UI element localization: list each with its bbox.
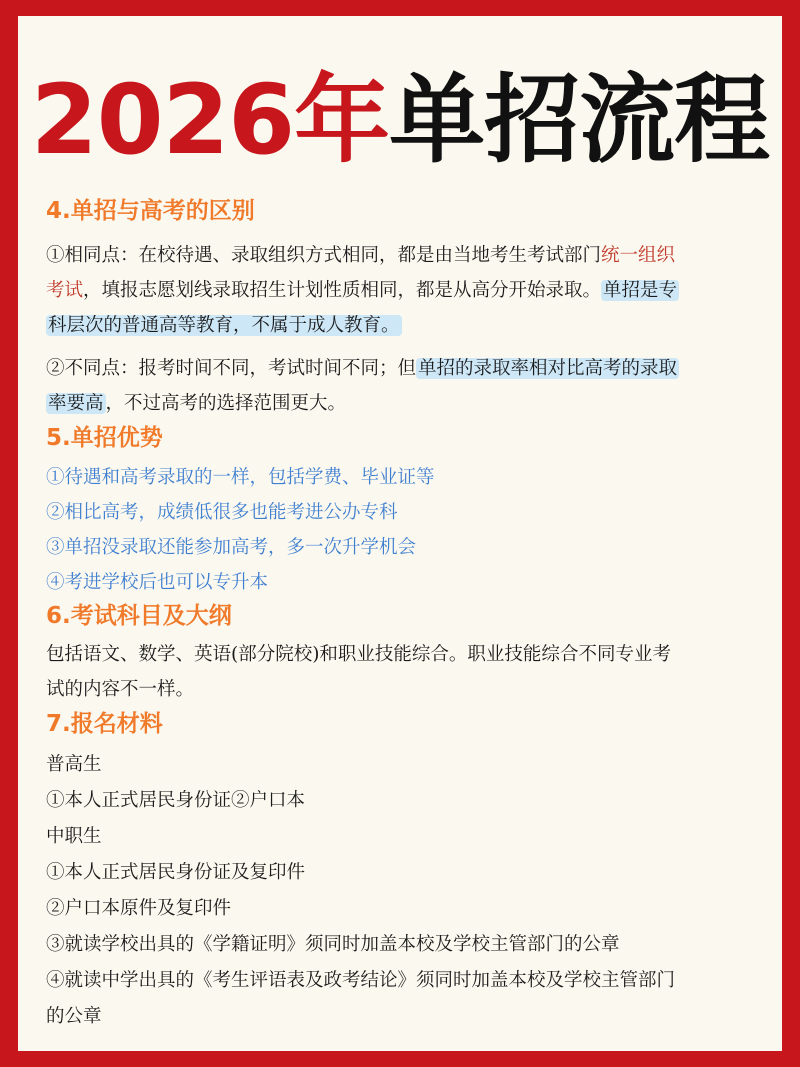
sec4-highlight: 科层次的普通高等教育，不属于成人教育。 [48, 315, 400, 336]
poster-frame [18, 16, 782, 1051]
sec4-text: ，不过高考的选择范围更大。 [105, 393, 347, 414]
sec4-highlight: 单招是专 [603, 280, 678, 301]
sec7-line: 普高生 [46, 754, 102, 775]
sec7-line: ③就读学校出具的《学籍证明》须同时加盖本校及学校主管部门的公章 [46, 934, 620, 955]
title-rest: 单招流程 [389, 64, 770, 176]
sec5-item: ②相比高考，成绩低很多也能考进公办专科 [46, 502, 398, 523]
sec4-red-text: 考试 [46, 280, 84, 301]
sec4-line-5 [46, 389, 346, 419]
sec4-highlight: 单招的录取率相对比高考的录取 [418, 358, 678, 379]
sec4-line-3 [46, 311, 402, 341]
sec5-item: ①待遇和高考录取的一样，包括学费、毕业证等 [46, 467, 435, 488]
sec7-line: 的公章 [46, 1006, 102, 1027]
sec4-text: ②不同点：报考时间不同，考试时间不同；但 [46, 358, 417, 379]
sec6-line-1: 包括语文、数学、英语(部分院校)和职业技能综合。职业技能综合不同专业考 [46, 644, 671, 665]
sec7-line: 中职生 [46, 826, 102, 847]
sec4-red-text: 统一组织 [601, 245, 676, 266]
page-title [18, 60, 782, 180]
sec5-item: ④考进学校后也可以专升本 [46, 572, 269, 593]
sec4-line-4 [46, 354, 679, 384]
sec6-line-2: 试的内容不一样。 [46, 679, 195, 700]
section-5-heading: 5.单招优势 [46, 425, 163, 451]
sec4-highlight: 率要高 [48, 393, 104, 414]
sec4-line-1 [46, 241, 675, 271]
title-year: 2026年 [30, 64, 390, 176]
sec7-line: ②户口本原件及复印件 [46, 898, 232, 919]
sec7-line: ④就读中学出具的《考生评语表及政考结论》须同时加盖本校及学校主管部门 [46, 970, 676, 991]
sec4-text: ，填报志愿划线录取招生计划性质相同，都是从高分开始录取。 [83, 280, 602, 301]
sec4-line-2 [46, 276, 679, 306]
section-7-heading: 7.报名材料 [46, 711, 163, 737]
section-6-heading: 6.考试科目及大纲 [46, 603, 232, 629]
sec7-line: ①本人正式居民身份证②户口本 [46, 790, 306, 811]
section-4-heading: 4.单招与高考的区别 [46, 198, 255, 224]
sec7-line: ①本人正式居民身份证及复印件 [46, 862, 306, 883]
sec5-item: ③单招没录取还能参加高考，多一次升学机会 [46, 537, 417, 558]
sec4-text: ①相同点：在校待遇、录取组织方式相同，都是由当地考生考试部门 [46, 245, 602, 266]
